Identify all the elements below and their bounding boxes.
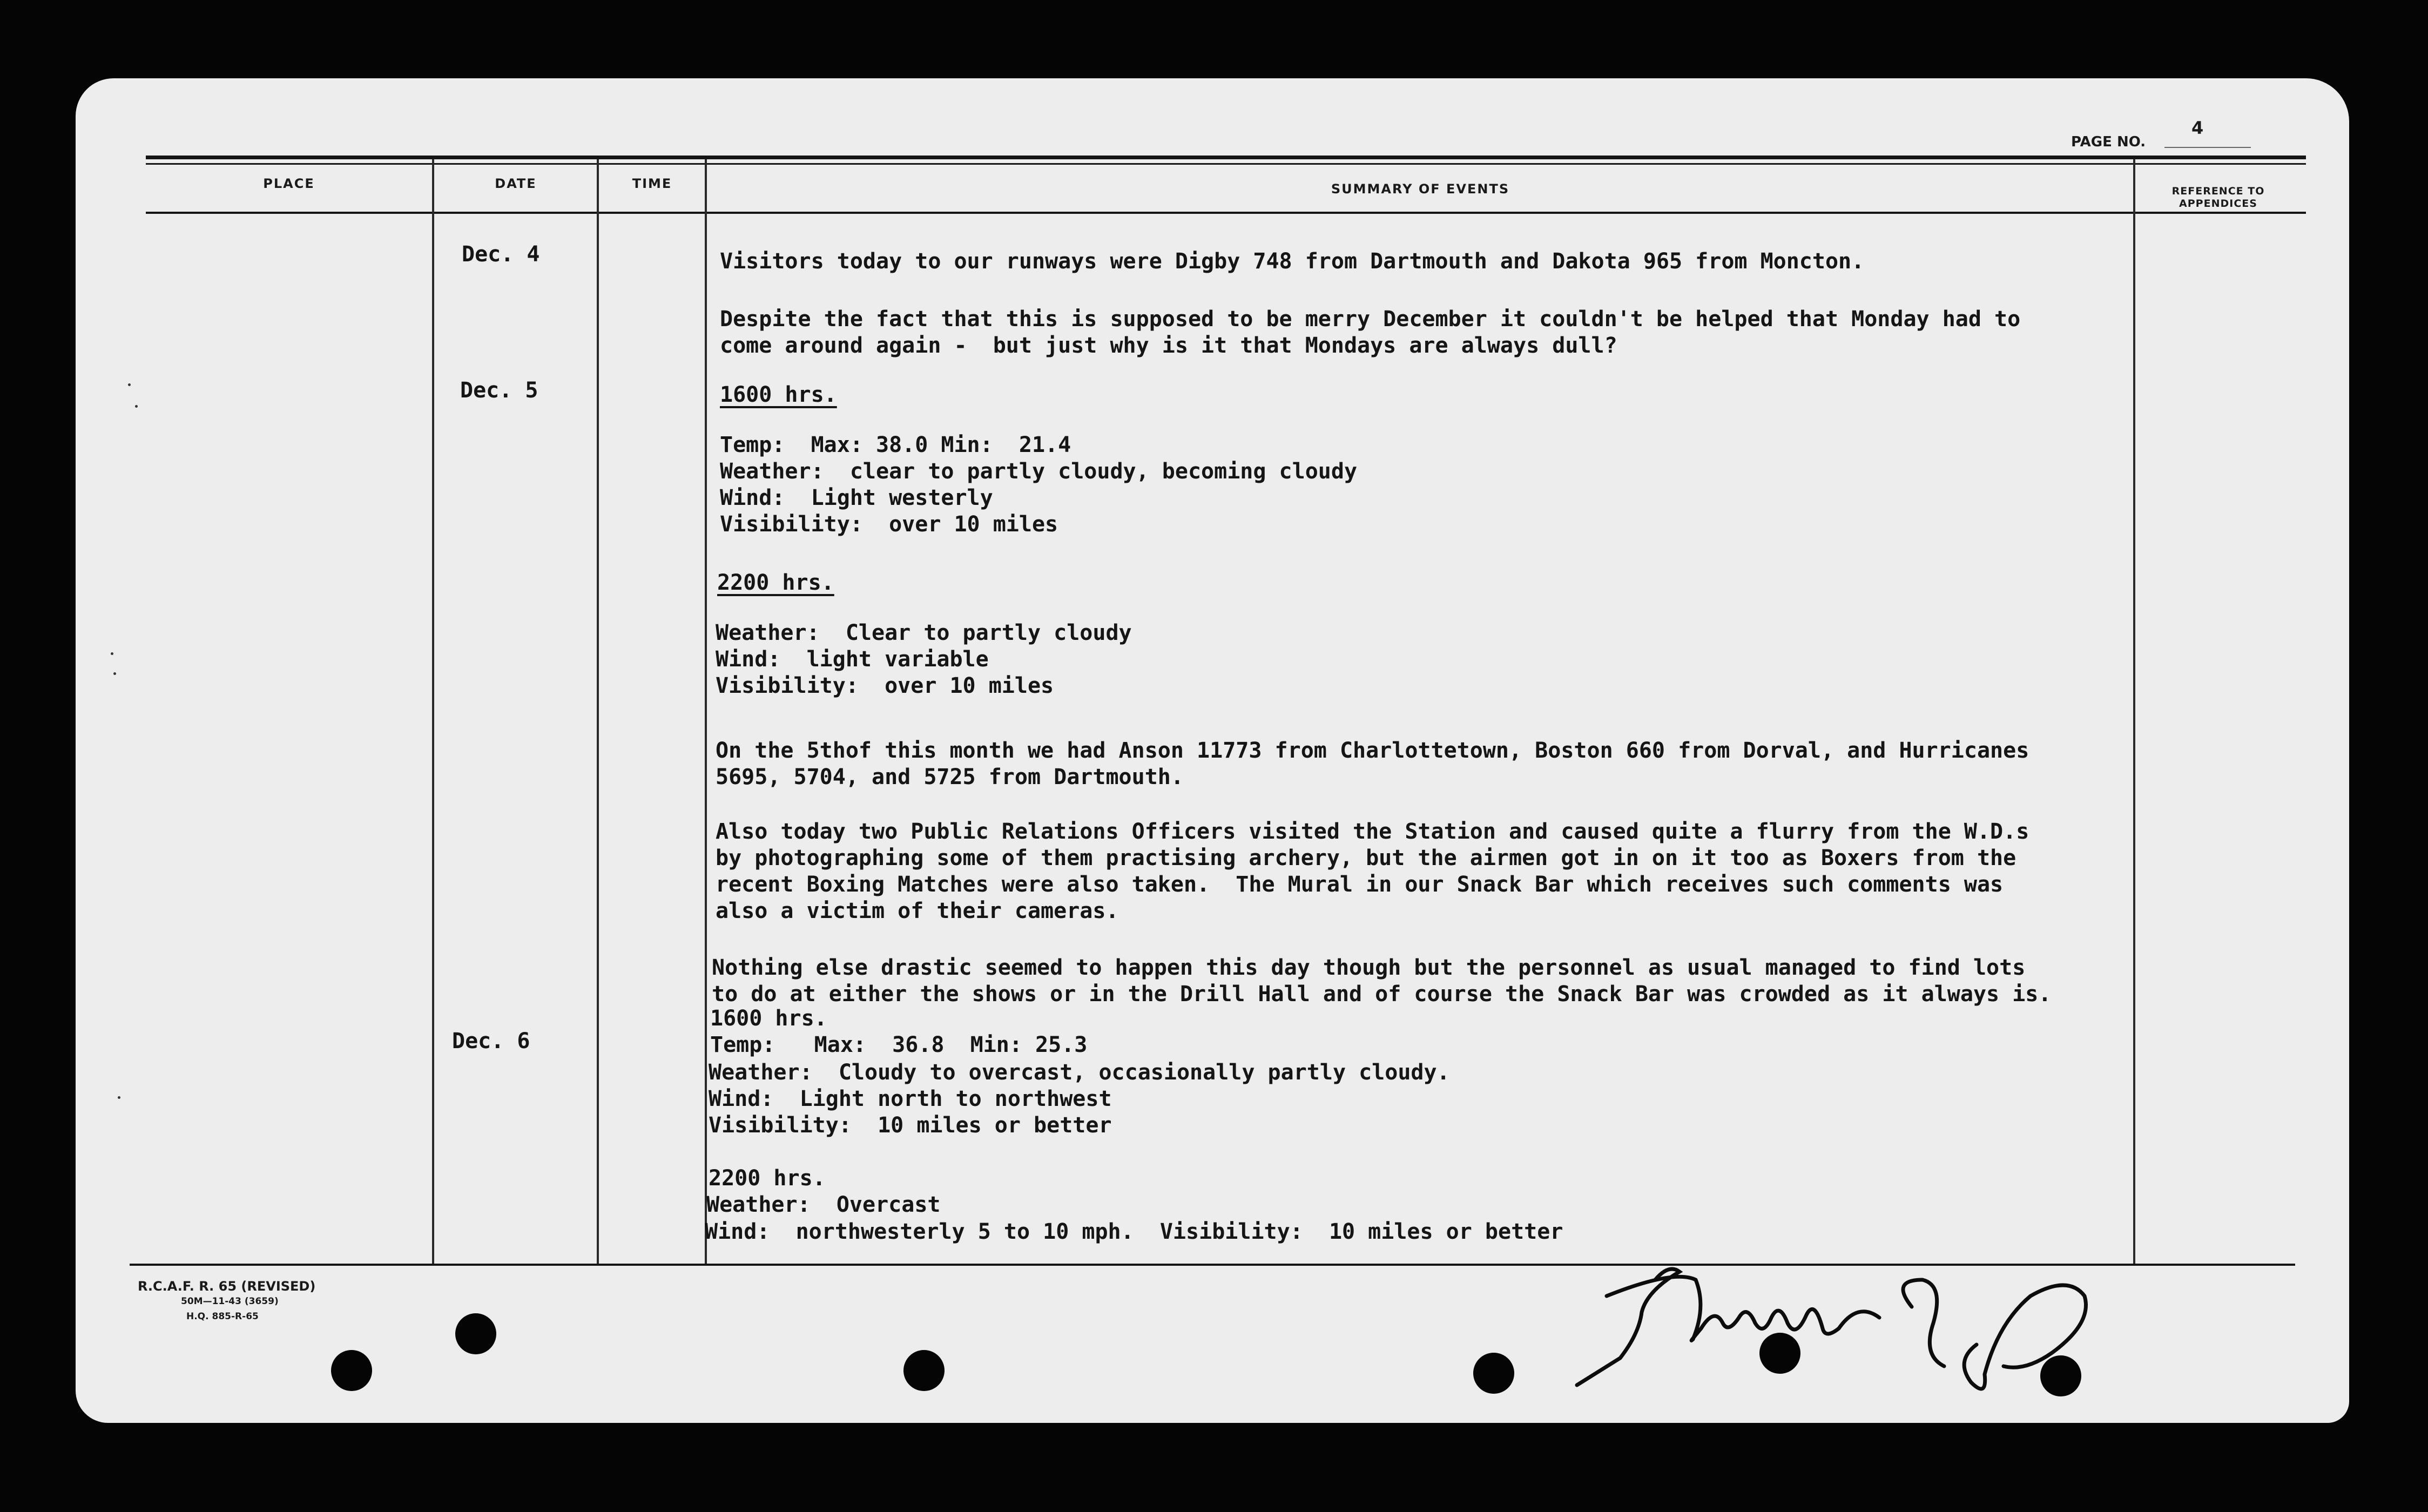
dec6-temp: Temp: Max: 36.8 Min: 25.3 [710,1032,1088,1057]
form-id-line-1: R.C.A.F. R. 65 (REVISED) [138,1279,316,1294]
col-header-time: TIME [632,176,672,191]
dec4-visitors-line: Visitors today to our runways were Digby 748 from Dartmouth and Dakota 965 from Moncton. [720,249,1865,274]
col-header-date: DATE [495,176,537,191]
form-id-line-3: H.Q. 885-R-65 [186,1311,259,1322]
dec4-monday-line-2: come around again - but just why is it that Mondays are always dull? [720,333,1617,358]
binder-hole [2040,1355,2081,1396]
dec6-wind-visibility-2200: Wind: northwesterly 5 to 10 mph. Visibility: 10 miles or better [705,1219,1563,1244]
dec5-wind-2200: Wind: light variable [716,647,989,672]
dec6-weather-1600: Weather: Cloudy to overcast, occasionally partly cloudy. [709,1060,1450,1085]
speck [113,672,116,675]
dec5-nothing-line-1: Nothing else drastic seemed to happen this day though but the personnel as usual managed to find lots [712,955,2026,980]
dec5-pr-line-4: also a victim of their cameras. [716,899,1119,923]
dec5-wind-1600: Wind: Light westerly [720,485,993,510]
dec5-visibility-2200: Visibility: over 10 miles [716,673,1054,698]
dec5-1600-heading: 1600 hrs. [720,382,837,407]
header-bottom-rule [146,212,2306,214]
header-top-rule [146,156,2306,159]
dec5-temp: Temp: Max: 38.0 Min: 21.4 [720,433,1071,457]
speck [118,1096,120,1099]
dec5-2200-heading: 2200 hrs. [717,570,834,595]
speck [128,383,131,386]
date-dec-6: Dec. 6 [452,1029,530,1054]
page-no-underline [2164,147,2251,148]
date-time-divider [597,159,599,1264]
dec6-1600-heading: 1600 hrs. [710,1006,827,1031]
signature [1566,1242,2133,1420]
dec6-visibility-1600: Visibility: 10 miles or better [709,1113,1112,1138]
binder-hole [903,1350,945,1391]
dec5-nothing-line-2: to do at either the shows or in the Drill Hall and of course the Snack Bar was crowded as it always is. [712,982,2052,1007]
dec5-pr-line-1: Also today two Public Relations Officers visited the Station and caused quite a flurry from the W.D.s [716,819,2029,844]
dec6-weather-2200: Weather: Overcast [706,1192,941,1217]
dec6-wind-1600: Wind: Light north to northwest [709,1086,1112,1111]
col-header-place: PLACE [263,176,315,191]
dec6-2200-heading: 2200 hrs. [709,1166,826,1191]
dec5-aircraft-line-1: On the 5thof this month we had Anson 11773 from Charlottetown, Boston 660 from Dorval, and Hurricanes [716,738,2029,763]
date-dec-5: Dec. 5 [460,378,538,403]
dec5-aircraft-line-2: 5695, 5704, and 5725 from Dartmouth. [716,765,1184,789]
binder-hole [331,1350,372,1391]
page-no-label: PAGE NO. [2071,134,2146,150]
page-no-value: 4 [2191,118,2204,138]
form-identifier [138,1279,315,1324]
dec4-monday-line-1: Despite the fact that this is supposed to be merry December it couldn't be helped that Monday had to [720,307,2021,332]
form-id-line-2: 50M—11-43 (3659) [181,1296,279,1307]
dec5-weather-2200: Weather: Clear to partly cloudy [716,620,1132,645]
col-header-summary: SUMMARY OF EVENTS [1331,181,1510,197]
date-dec-4: Dec. 4 [462,242,540,267]
binder-hole [1759,1333,1800,1374]
dec5-visibility-1600: Visibility: over 10 miles [720,512,1058,537]
dec5-weather-1600: Weather: clear to partly cloudy, becoming cloudy [720,459,1358,484]
header-top-rule-thin [146,163,2306,165]
dec5-pr-line-2: by photographing some of them practising archery, but the airmen got in on it too as Boxers from the [716,846,2016,870]
binder-hole [1473,1353,1514,1394]
speck [111,652,113,655]
speck [135,405,138,408]
binder-hole [455,1313,496,1354]
dec5-pr-line-3: recent Boxing Matches were also taken. The Mural in our Snack Bar which receives such comments was [716,872,2004,897]
time-summary-divider [705,159,707,1264]
col-header-reference-1: REFERENCE TO [2171,185,2265,197]
col-header-reference-2: APPENDICES [2179,198,2257,210]
place-date-divider [432,159,434,1264]
summary-reference-divider [2133,159,2135,1264]
